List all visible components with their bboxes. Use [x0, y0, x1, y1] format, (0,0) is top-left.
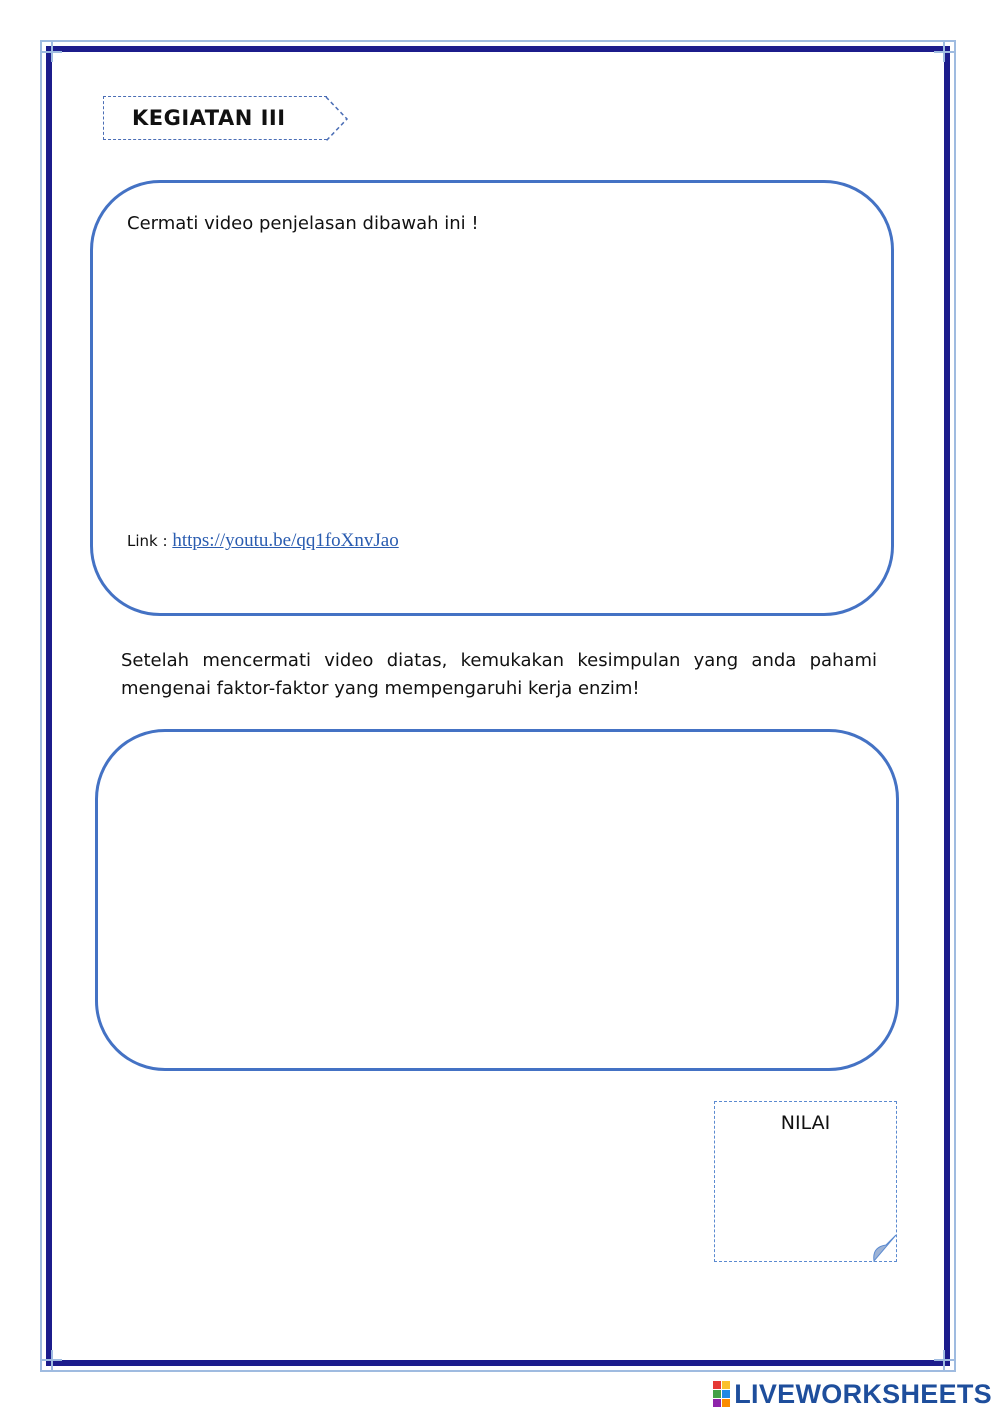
score-box: [714, 1101, 897, 1262]
frame-corner-ornament: [42, 1350, 62, 1370]
activity-tag-arrow: [325, 96, 351, 142]
logo-blocks-icon: [713, 1381, 730, 1407]
question-text: Setelah mencermati video diatas, kemukakan kesimpulan yang anda pahami mengenai faktor-faktor yang mempengaruhi kerja enzim!: [121, 650, 877, 699]
video-link-line: [127, 530, 399, 552]
activity-title: KEGIATAN III: [103, 96, 327, 140]
link-prefix: Link :: [127, 532, 173, 550]
liveworksheets-logo: [713, 1378, 992, 1410]
frame-corner-ornament: [42, 42, 62, 62]
video-instruction: Cermati video penjelasan dibawah ini !: [127, 213, 479, 234]
frame-corner-ornament: [934, 1350, 954, 1370]
score-label: NILAI: [780, 1112, 831, 1134]
video-link[interactable]: https://youtu.be/qq1foXnvJao: [172, 530, 399, 551]
brand-name: LIVEWORKSHEETS: [734, 1378, 992, 1409]
page-curl-icon: [868, 1233, 898, 1263]
frame-corner-ornament: [934, 42, 954, 62]
answer-box[interactable]: [95, 729, 899, 1071]
